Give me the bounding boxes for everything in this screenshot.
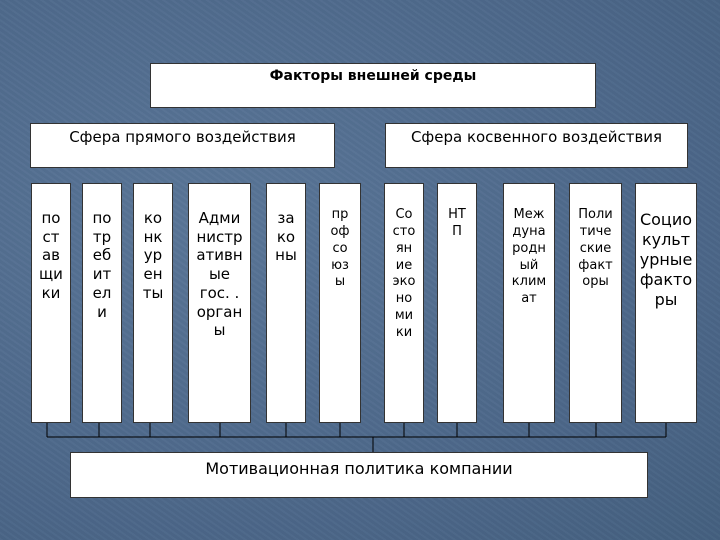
sphere-direct-label: Сфера прямого воздействия bbox=[69, 128, 296, 146]
factor-label: Социо культ урные факто ры bbox=[639, 210, 693, 309]
factor-international bbox=[503, 183, 555, 423]
sphere-indirect-label: Сфера косвенного воздействия bbox=[410, 128, 663, 146]
title-box bbox=[150, 63, 596, 108]
factor-political bbox=[569, 183, 622, 423]
factor-sociocultural bbox=[635, 183, 697, 423]
factor-label: Поли тиче ские факт оры bbox=[578, 206, 613, 290]
factor-economy bbox=[384, 183, 424, 423]
factor-suppliers bbox=[31, 183, 71, 423]
factor-label: за ко ны bbox=[275, 208, 297, 265]
bottom-label: Мотивационная политика компании bbox=[205, 459, 513, 478]
factor-label: ко нк ур ен ты bbox=[142, 208, 164, 302]
factor-consumers bbox=[82, 183, 122, 423]
factor-label: по ст ав щи ки bbox=[39, 208, 63, 302]
factor-ntp bbox=[437, 183, 477, 423]
factor-government bbox=[188, 183, 251, 423]
diagram-title: Факторы внешней среды bbox=[269, 68, 477, 84]
factor-label: Меж дуна родн ый клим ат bbox=[511, 206, 547, 307]
factor-label: по тр еб ит ел и bbox=[92, 208, 112, 321]
sphere-indirect-box bbox=[385, 123, 688, 168]
factor-laws bbox=[266, 183, 306, 423]
factor-label: пр оф со юз ы bbox=[330, 206, 350, 290]
factor-label: НТ П bbox=[448, 206, 466, 239]
bottom-box bbox=[70, 452, 648, 498]
factor-competitors bbox=[133, 183, 173, 423]
sphere-direct-box bbox=[30, 123, 335, 168]
factor-label: Адми нистр ативн ые гос. . орган ы bbox=[196, 208, 243, 340]
factor-unions bbox=[319, 183, 361, 423]
factor-label: Со сто ян ие эко но ми ки bbox=[392, 206, 416, 341]
